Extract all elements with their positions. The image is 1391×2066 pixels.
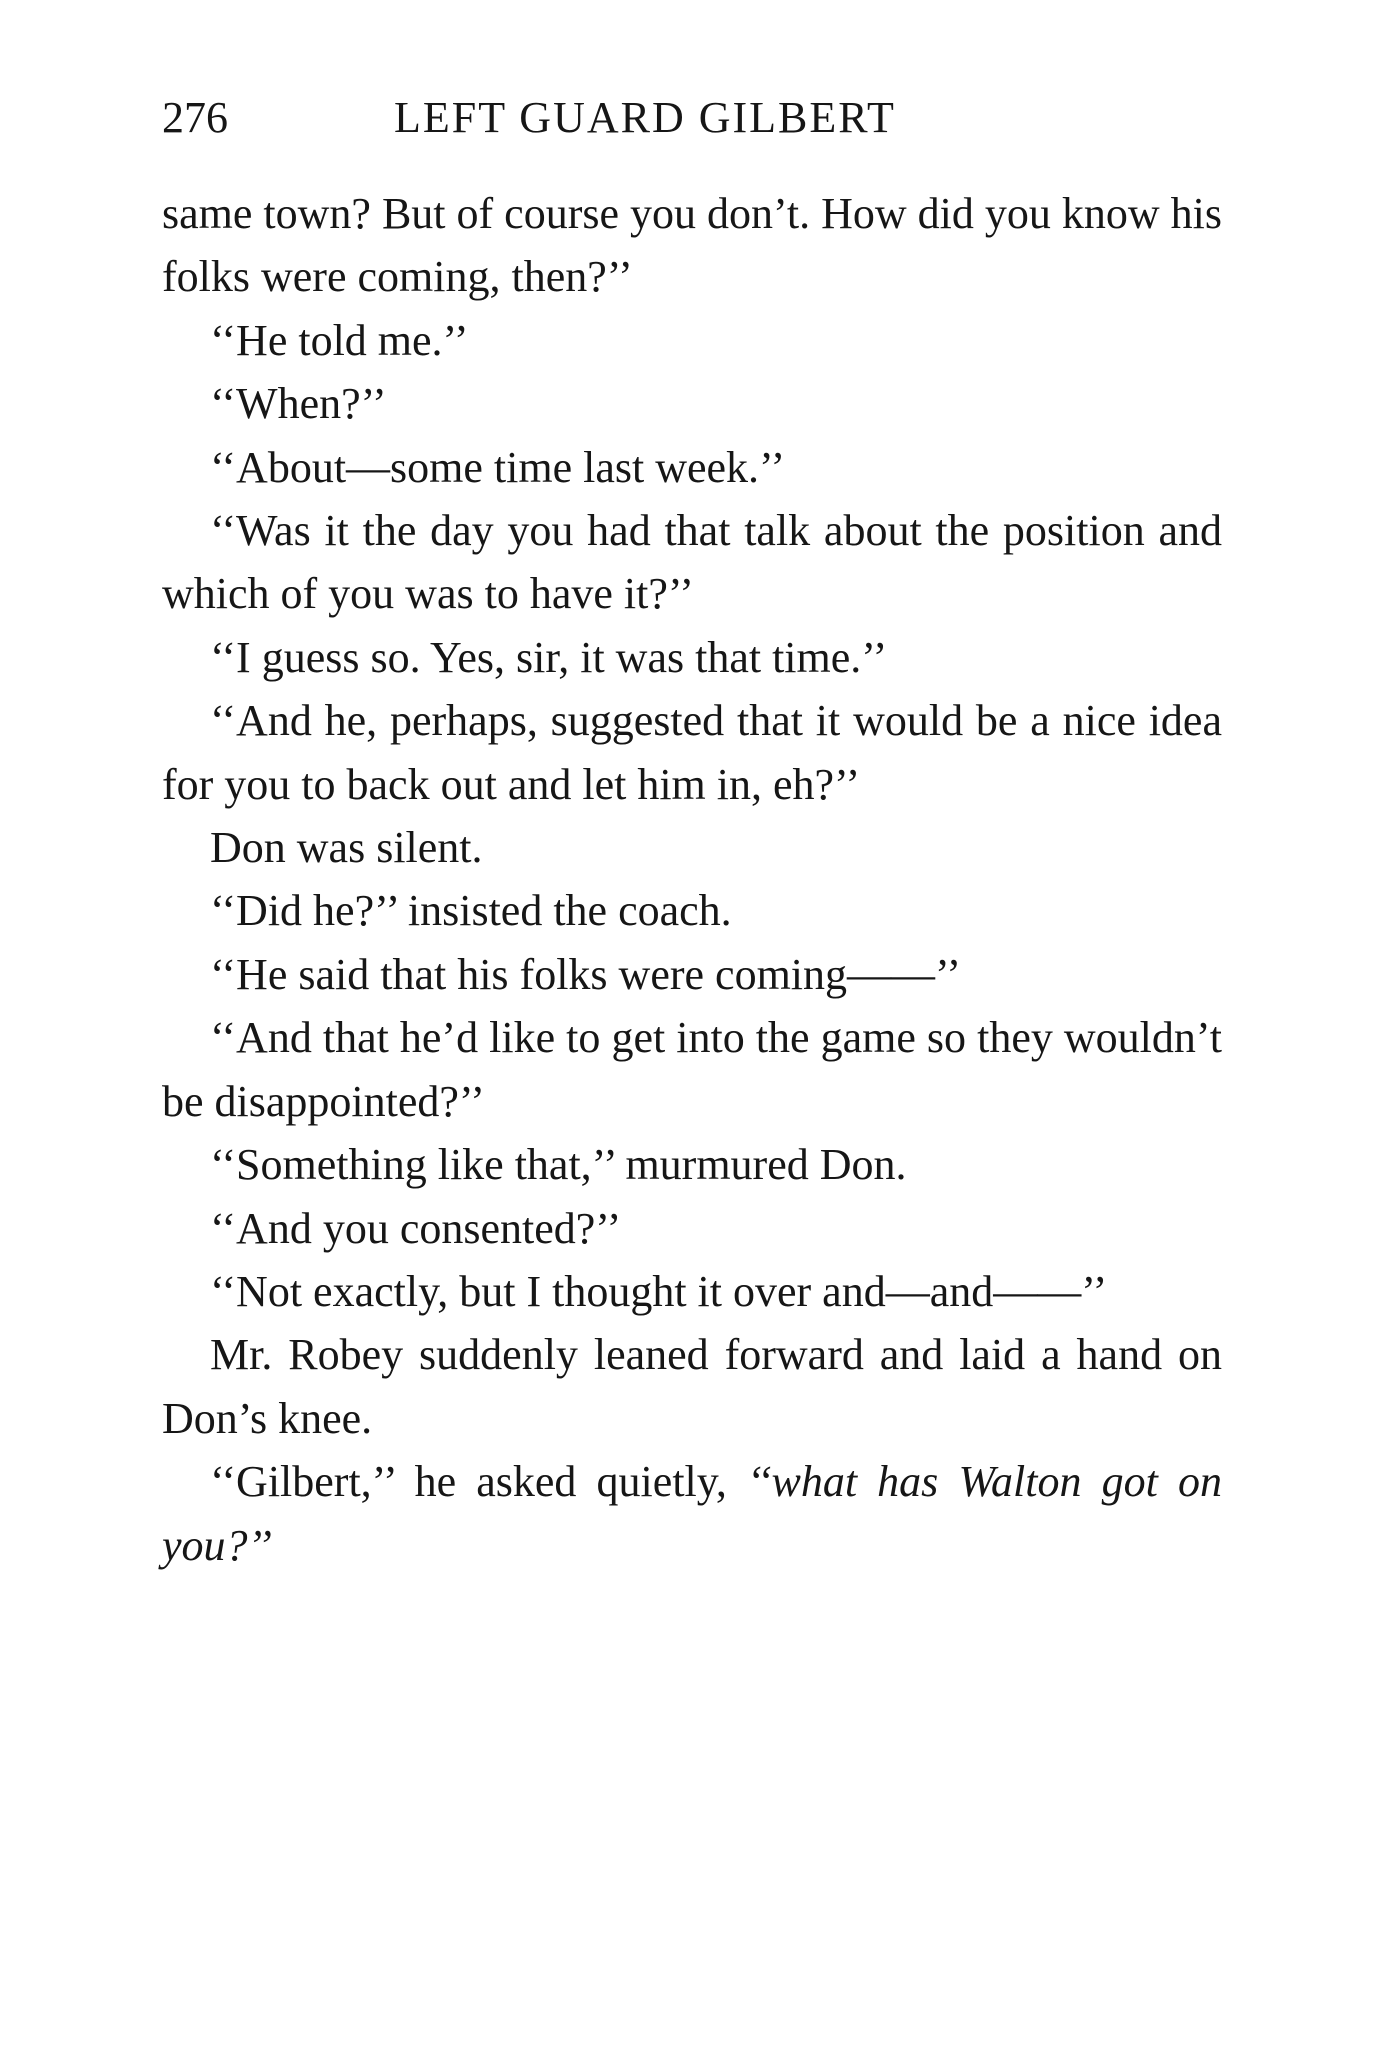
paragraph: ‘‘Was it the day you had that talk about the position and which of you was to have it?’’ bbox=[162, 506, 1222, 619]
page-number: 276 bbox=[162, 93, 228, 142]
paragraph: same town? But of course you don’t. How did you know his folks were coming, then?’’ bbox=[162, 189, 1222, 302]
paragraph: ‘‘I guess so. Yes, sir, it was that time.’’ bbox=[210, 632, 888, 682]
paragraph: Mr. Robey suddenly leaned forward and laid a hand on Don’s knee. bbox=[162, 1330, 1222, 1443]
paragraph: ‘‘Not exactly, but I thought it over and—and——’’ bbox=[210, 1266, 1108, 1316]
paragraph: ‘‘Did he?’’ insisted the coach. bbox=[210, 886, 732, 936]
paragraph: ‘‘He told me.’’ bbox=[210, 315, 469, 365]
paragraph: ‘‘And that he’d like to get into the game so they wouldn’t be disappointed?’’ bbox=[162, 1013, 1222, 1126]
paragraph: Don was silent. bbox=[210, 823, 483, 873]
final-paragraph-lead: ‘‘Gilbert,’’ he asked quietly, bbox=[210, 1457, 748, 1507]
body-text bbox=[162, 182, 1222, 1577]
final-paragraph-italic: ‘‘what has Walton got on you?’’ bbox=[162, 1457, 1222, 1570]
final-paragraph bbox=[162, 1450, 1222, 1577]
page-header bbox=[162, 88, 1222, 148]
running-head: LEFT GUARD GILBERT bbox=[394, 93, 896, 142]
paragraph: ‘‘When?’’ bbox=[210, 379, 387, 429]
paragraph: ‘‘About—some time last week.’’ bbox=[210, 442, 786, 492]
paragraph: ‘‘He said that his folks were coming——’’ bbox=[210, 949, 962, 999]
paragraph: ‘‘Something like that,’’ murmured Don. bbox=[210, 1140, 907, 1190]
paragraph: ‘‘And you consented?’’ bbox=[210, 1203, 622, 1253]
paragraph: ‘‘And he, perhaps, suggested that it would be a nice idea for you to back out and let him in, eh?’’ bbox=[162, 696, 1222, 809]
